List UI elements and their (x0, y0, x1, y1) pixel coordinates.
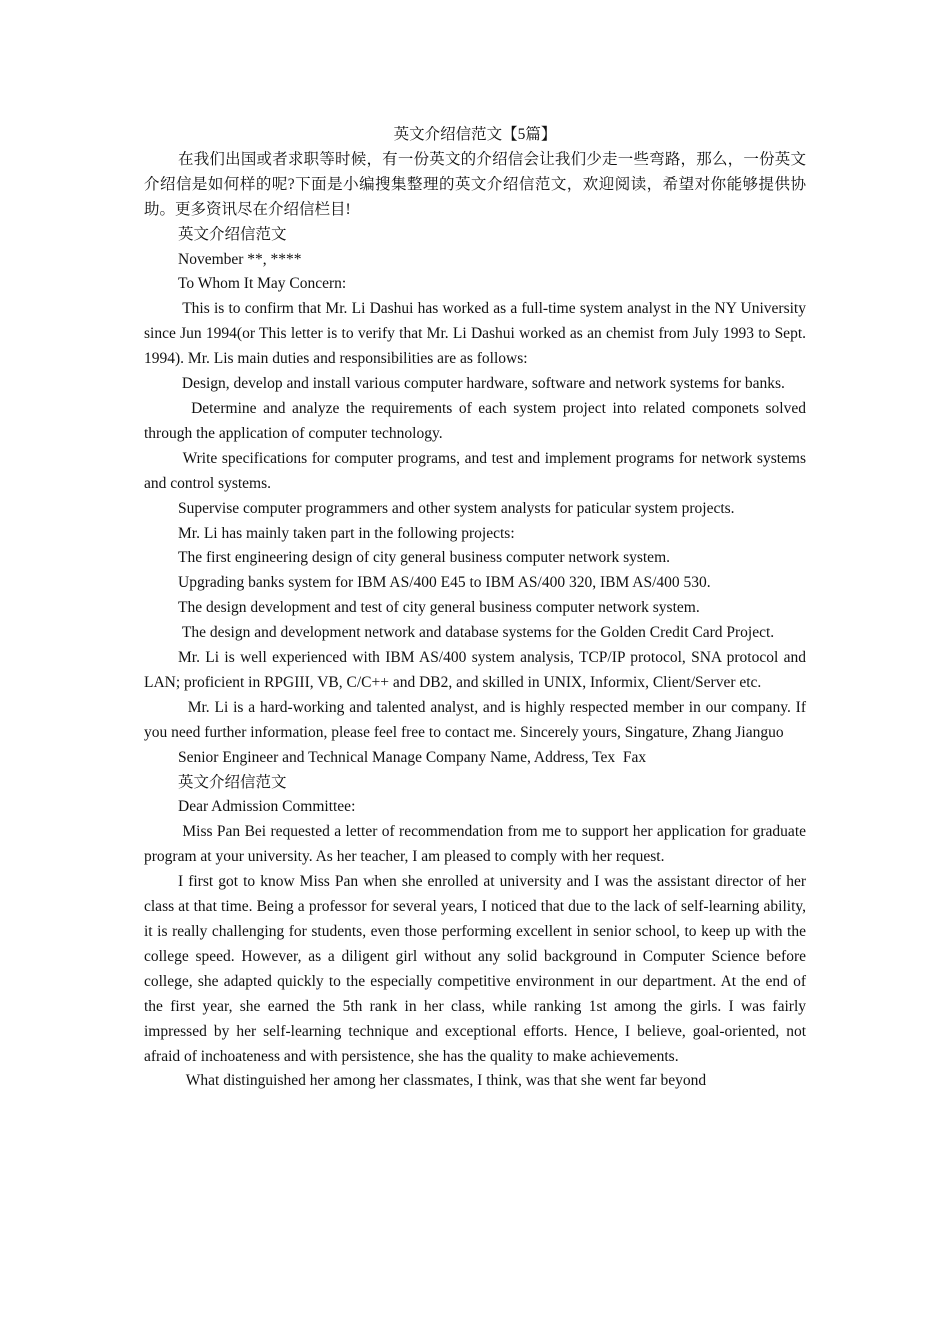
letter-paragraph: The design development and test of city general business computer network system. (178, 599, 700, 617)
letter-paragraph: What distinguished her among her classmates, I think, was that she went far beyond (178, 1072, 707, 1090)
letter-salutation: To Whom It May Concern: (178, 275, 347, 293)
document-page (144, 123, 810, 1094)
section-heading: 英文介绍信范文 (178, 225, 287, 243)
letter-paragraph: Supervise computer programmers and other system analysts for paticular system projects. (178, 499, 735, 517)
letter-paragraph: This is to confirm that Mr. Li Dashui has worked as a full-time system analyst in the NY University since Jun 1994(or This letter is to verify that Mr. Li Dashui worked as an chemist from July 1993 to Sept. 1994). Mr. Lis main duties and responsibilities are as follows: (144, 300, 810, 368)
letter-date: November **, **** (178, 250, 302, 268)
document-title: 英文介绍信范文【5篇】 (393, 126, 557, 143)
letter-paragraph: Upgrading banks system for IBM AS/400 E45 to IBM AS/400 320, IBM AS/400 530. (178, 574, 711, 592)
letter-paragraph: Mr. Li is a hard-working and talented analyst, and is highly respected member in our company. If you need further information, please feel free to contact me. Sincerely yours, Singature, Zhang Jianguo (144, 698, 810, 741)
letter-paragraph: Mr. Li has mainly taken part in the following projects: (178, 524, 515, 542)
letter-paragraph: I first got to know Miss Pan when she enrolled at university and I was the assistant director of her class at that time. Being a professor for several years, I noticed that due to the lack of self-learning ability, it is really challenging for students, even those performing excellent in senior school, to keep up with the college speed. However, as a diligent girl without any solid background in Computer Science before college, she adapted quickly to the especially competitive environment in our department. At the end of the first year, she earned the 5th rank in her class, while ranking 1st among the girls. I was fairly impressed by her self-learning technique and exceptional efforts. Hence, I believe, goal-oriented, not afraid of inchoateness and with persistence, she has the quality to make achievements. (144, 873, 810, 1065)
letter-paragraph: Mr. Li is well experienced with IBM AS/400 system analysis, TCP/IP protocol, SNA protocol and LAN; proficient in RPGIII, VB, C/C++ and DB2, and skilled in UNIX, Informix, Client/Server etc. (144, 649, 810, 691)
letter-paragraph: Design, develop and install various computer hardware, software and network systems for banks. (178, 375, 785, 393)
letter-signature-line: Senior Engineer and Technical Manage Company Name, Address, Tex Fax (178, 748, 647, 766)
intro-paragraph: 在我们出国或者求职等时候，有一份英文的介绍信会让我们少走一些弯路，那么，一份英文介绍信是如何样的呢?下面是小编搜集整理的英文介绍信范文，欢迎阅读，希望对你能够提供协助。更多资讯尽在介绍信栏目! (144, 150, 806, 218)
letter-paragraph: The first engineering design of city general business computer network system. (178, 549, 670, 567)
section-heading: 英文介绍信范文 (178, 773, 287, 791)
letter-paragraph: Determine and analyze the requirements of each system project into related componets solved through the application of computer technology. (144, 399, 810, 442)
letter-paragraph: The design and development network and database systems for the Golden Credit Card Project. (178, 624, 775, 642)
letter-paragraph: Write specifications for computer programs, and test and implement programs for network systems and control systems. (144, 449, 810, 492)
letter-salutation: Dear Admission Committee: (178, 798, 356, 816)
letter-paragraph: Miss Pan Bei requested a letter of recommendation from me to support her application for graduate program at your university. As her teacher, I am pleased to comply with her request. (144, 823, 810, 866)
